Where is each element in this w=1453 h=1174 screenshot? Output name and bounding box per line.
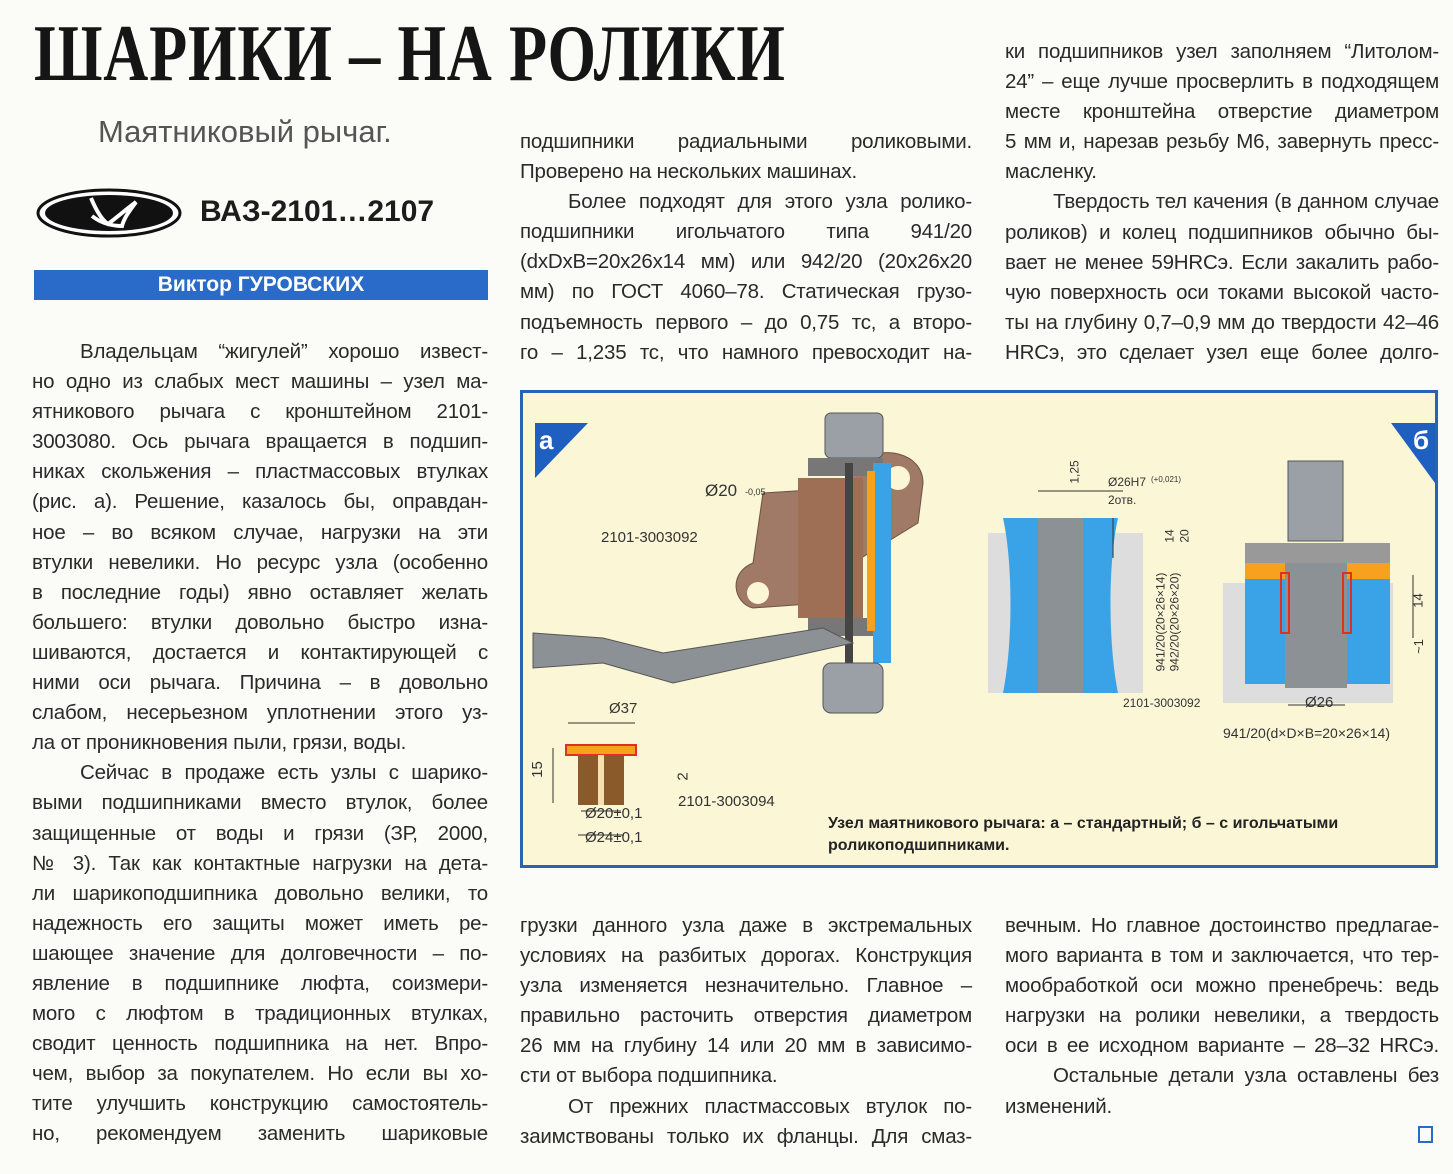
label-h15: 15: [528, 761, 546, 778]
text-line: ла от проникновения пыли, грязи, воды.: [32, 731, 407, 755]
assembly-b-drawing: [1223, 461, 1413, 705]
text-line: (рис. а). Решение, казалось бы, оправдан-: [32, 490, 488, 514]
column-middle-top: [520, 127, 972, 368]
text-line: сводит ценность подшипника на нет. Впро-: [32, 1032, 488, 1056]
text-line: большего: втулки довольно быстро изна-: [32, 610, 488, 634]
text-line: надежность его защиты может иметь ре-: [32, 911, 488, 935]
label-h2: 2: [674, 772, 692, 781]
text-line: узла изменяется незначительно. Главное –: [520, 974, 972, 998]
text-line: ты на глубину 0,7–0,9 мм до твердости 42–46: [1005, 310, 1439, 334]
text-line: явление в подшипнике люфта, соизмери-: [32, 971, 488, 995]
label-h125: 1,25: [1067, 460, 1082, 484]
text-line: чем, выбор за покупателем. Но если вы хо-: [32, 1062, 488, 1086]
label-h20: 20: [1177, 529, 1192, 543]
text-line: мм) по ГОСТ 4060–78. Статическая грузо-: [520, 280, 972, 304]
bore-section-drawing: [988, 491, 1143, 693]
figure-pendulum-arm: [520, 390, 1438, 868]
caption-line-1: Узел маятникового рычага: а – стандартный; б – с игольчатыми: [828, 815, 1339, 832]
column-right-bottom: [1005, 911, 1439, 1122]
text-line: правильно расточить отверстия диаметром: [520, 1004, 972, 1028]
text-line: № 3). Так как контактные нагрузки на дета-: [32, 851, 488, 875]
label-part-3094: 2101-3003094: [678, 793, 775, 810]
text-line: 26 мм на глубину 14 или 20 мм в зависимо-: [520, 1034, 972, 1058]
text-line: мого с люфтом в традиционных втулках,: [32, 1002, 488, 1026]
label-bearing-941: 941/20(20×26×14): [1153, 572, 1168, 672]
column-middle-bottom: [520, 911, 972, 1152]
label-d26h7-tol: (+0,021): [1151, 475, 1182, 484]
text-line: 24” – еще лучше просверлить в подходящем: [1005, 70, 1439, 94]
assembly-a-drawing: [533, 413, 923, 713]
text-line: Владельцам “жигулей” хорошо извест-: [80, 340, 488, 363]
text-line: выми подшипниками вместо втулок, более: [32, 791, 488, 815]
text-line: ятникового рычага с кронштейном 2101-: [32, 400, 488, 424]
label-d20: Ø20: [705, 481, 738, 500]
lada-logo-icon: [36, 188, 182, 238]
label-h14: 14: [1162, 529, 1177, 543]
text-line: втулки невелики. Но ресурс узла (особенно: [32, 550, 488, 574]
text-line: (dxDxB=20x26x14 мм) или 942/20 (20x26x20: [520, 250, 972, 274]
text-line: условиях на разбитых дорогах. Конструкция: [520, 944, 972, 968]
figure-caption: [828, 813, 1428, 857]
label-bearing-942: 942/20(20×26×20): [1167, 572, 1182, 672]
column-left: [32, 337, 488, 1150]
text-line: шиваются, достается и контактирующей с: [32, 640, 488, 664]
text-line: тите улучшить конструкцию самостоятель-: [32, 1092, 488, 1116]
text-line: вает не менее 59HRCэ. Если закалить рабо-: [1005, 250, 1439, 274]
text-line: Твердость тел качения (в данном случае: [1053, 190, 1439, 214]
text-line: изменений.: [1005, 1094, 1112, 1118]
text-line: 5 мм и, нарезав резьбу М6, завернуть пресс-: [1005, 130, 1439, 154]
label-d26: Ø26: [1305, 694, 1334, 711]
label-h1-b: ~1: [1410, 639, 1426, 654]
text-line: чую поверхность оси токами высокой часто-: [1005, 280, 1439, 304]
label-d37: Ø37: [609, 700, 638, 717]
text-line: От прежних пластмассовых втулок по-: [568, 1094, 972, 1118]
text-line: вечным. Но главное достоинство предлагае-: [1005, 914, 1439, 937]
label-part-3092: 2101-3003092: [601, 529, 698, 546]
text-line: 3003080. Ось рычага вращается в подшип-: [32, 430, 488, 454]
corner-label-b: б: [1413, 425, 1430, 455]
label-bearing-spec: 941/20(d×D×B=20×26×14): [1223, 725, 1390, 741]
text-line: заимствованы только их фланцы. Для смаз-: [520, 1124, 972, 1148]
text-line: роликов) и колец подшипников обычно бы-: [1005, 220, 1439, 244]
text-line: подъемность первого – до 0,75 тс, а второ-: [520, 310, 972, 334]
text-line: защищенные от воды и грязи (ЗР, 2000,: [32, 821, 488, 845]
article-title: ШАРИКИ – НА РОЛИКИ: [34, 10, 786, 98]
text-line: мого варианта в том и заключается, что тер-: [1005, 944, 1439, 968]
text-line: ное – во всяком случае, нагрузки на эти: [32, 520, 488, 544]
figure-drawing: [523, 393, 1435, 865]
text-line: оси в ее исходном варианте – 28–32 HRCэ.: [1005, 1034, 1439, 1058]
text-line: грузки данного узла даже в экстремальных: [520, 914, 972, 937]
caption-line-2: роликоподшипниками.: [828, 837, 1010, 854]
label-d20-tol: -0,05: [745, 487, 766, 497]
text-line: масленку.: [1005, 160, 1097, 184]
text-line: подшипники игольчатого типа 941/20: [520, 220, 972, 244]
label-d24-01: Ø24±0,1: [585, 829, 643, 846]
text-line: подшипники радиальными роликовыми.: [520, 130, 972, 153]
label-holes: 2отв.: [1108, 493, 1137, 507]
text-line: нагрузки на ролики невелики, а твердость: [1005, 1004, 1439, 1028]
text-line: ки подшипников узел заполняем “Литолом-: [1005, 40, 1439, 63]
text-line: ли шарикоподшипника довольно велики, то: [32, 881, 488, 905]
text-line: месте кронштейна отверстие диаметром: [1005, 100, 1439, 124]
text-line: сти от выбора подшипника.: [520, 1064, 778, 1088]
text-line: ними оси рычага. Причина – в довольно: [32, 671, 488, 695]
article-end-mark: [1418, 1126, 1433, 1143]
text-line: мообработкой оси можно пренебречь: ведь: [1005, 974, 1439, 998]
label-h14-b: 14: [1410, 593, 1426, 608]
author-name: Виктор ГУРОВСКИХ: [34, 270, 488, 300]
text-line: Сейчас в продаже есть узлы с шарико-: [80, 761, 488, 785]
text-line: в последние годы) явно оставляет желать: [32, 580, 488, 604]
label-d26h7: Ø26H7: [1108, 475, 1147, 489]
corner-label-a: а: [539, 425, 554, 455]
text-line: го – 1,235 тс, что намного превосходит на-: [520, 340, 972, 364]
article-subtitle: Маятниковый рычаг.: [98, 114, 392, 149]
text-line: слабом, несерьезном уплотнении этого уз-: [32, 701, 488, 725]
text-line: никах скольжения – пластмассовых втулках: [32, 460, 488, 484]
column-right-top: [1005, 37, 1439, 368]
car-model: ВАЗ-2101…2107: [200, 195, 435, 228]
text-line: шающее значение для долговечности – по-: [32, 941, 488, 965]
text-line: Остальные детали узла оставлены без: [1053, 1064, 1439, 1088]
label-d20-01: Ø20±0,1: [585, 805, 643, 822]
text-line: Проверено на нескольких машинах.: [520, 160, 858, 184]
text-line: HRCэ, это сделает узел еще более долго-: [1005, 340, 1439, 364]
text-line: но одно из слабых мест машины – узел ма-: [32, 370, 488, 394]
text-line: Более подходят для этого узла ролико-: [568, 190, 972, 214]
label-part-3092-b: 2101-3003092: [1123, 696, 1201, 710]
text-line: но, рекомендуем заменить шариковые: [32, 1122, 488, 1146]
